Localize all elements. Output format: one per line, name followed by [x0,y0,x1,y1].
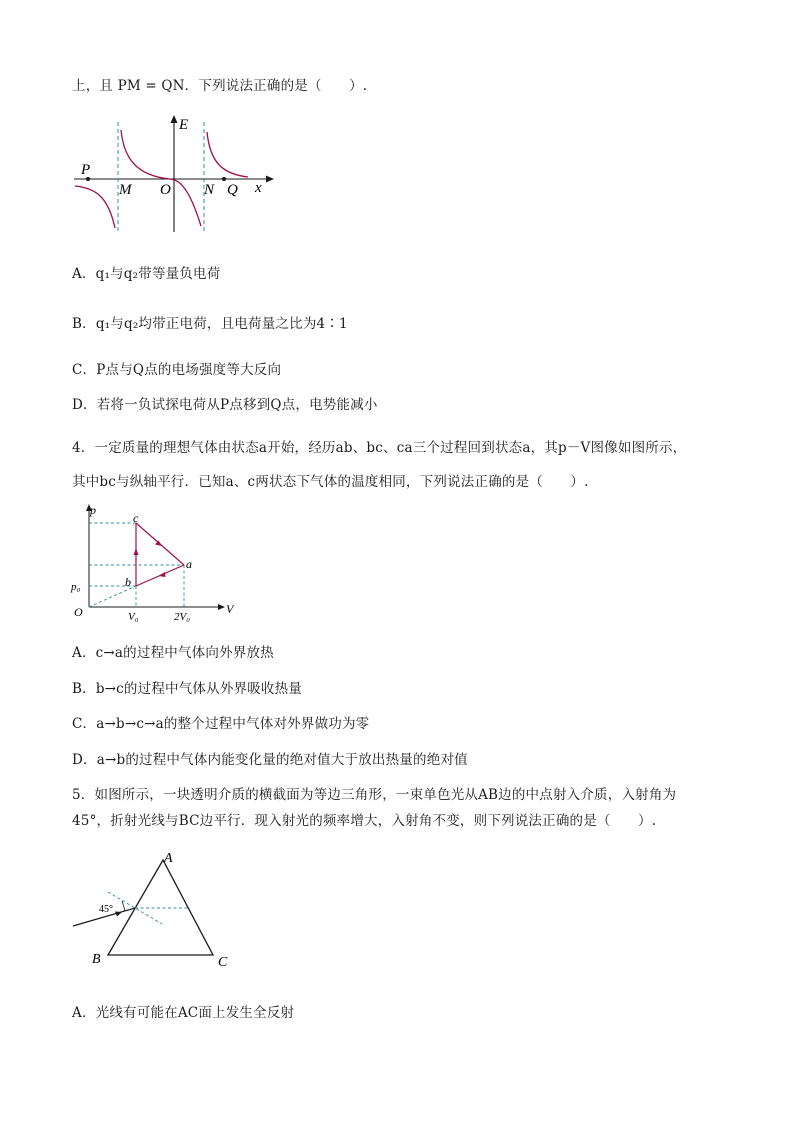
q3-field-graph [70,112,280,237]
q3-stem-tail: 上，且 PM = QN．下列说法正确的是（ ）. [72,78,368,94]
label-b: B [92,952,101,967]
q5-option-a: A．光线有可能在AC面上发生全反射 [72,1005,295,1021]
q3-option-c: C．P点与Q点的电场强度等大反向 [72,362,282,378]
guide-origin-to-b [89,586,136,607]
label-n: N [204,182,215,198]
label-m: M [119,182,132,198]
label-e: E [179,117,189,133]
label-v0: V₀ [128,611,139,623]
e-axis-arrow [171,115,178,123]
q5-stem-line1: 5．如图所示，一块透明介质的横截面为等边三角形，一束单色光从AB边的中点射入介质，入射角为 [72,787,677,803]
q4-option-d: D．a→b的过程中气体内能变化量的绝对值大于放出热量的绝对值 [72,752,468,768]
q4-pv-graph [70,500,240,630]
label-o: O [160,182,171,198]
arrow-bc [134,548,139,555]
q4-stem-line2: 其中bc与纵轴平行．已知a、c两状态下气体的温度相同，下列说法正确的是（ ）. [72,474,589,490]
label-c: C [218,955,228,970]
q4-stem-line1: 4．一定质量的理想气体由状态a开始，经历ab、bc、ca三个过程回到状态a，其p－V图像如图所示， [72,440,687,456]
point-q [222,177,226,181]
x-axis-arrow [266,176,274,183]
curve-left [75,186,115,228]
curve-right [207,132,248,177]
angle-arc [122,901,125,911]
incident-ray-arrow [115,912,122,917]
label-x: x [255,180,262,196]
label-angle: 45° [99,904,113,915]
q4-option-c: C．a→b→c→a的整个过程中气体对外界做功为零 [72,716,370,732]
q5-prism-diagram [70,845,250,975]
q3-option-d: D．若将一负试探电荷从P点移到Q点，电势能减小 [72,397,378,413]
label-2v0: 2V₀ [174,611,191,623]
q4-option-b: B．b→c的过程中气体从外界吸收热量 [72,681,303,697]
q4-option-a: A．c→a的过程中气体向外界放热 [72,645,274,661]
label-c: c [133,511,139,525]
label-p0: p₀ [71,581,81,593]
label-a: A [164,851,173,866]
curve-middle [121,130,201,226]
q3-option-a: A．q₁与q₂带等量负电荷 [72,266,221,282]
label-q: Q [227,182,238,198]
q5-stem-line2: 45°，折射光线与BC边平行．现入射光的频率增大，入射角不变，则下列说法正确的是（ ）. [72,813,657,829]
label-p: p [90,503,96,517]
label-b: b [125,575,131,589]
label-p: P [81,162,91,178]
label-a: a [186,557,192,571]
label-o: O [74,605,83,619]
label-v: V [226,602,234,616]
q3-option-b: B．q₁与q₂均带正电荷，且电荷量之比为4∶1 [72,316,348,332]
v-axis-arrow [218,604,225,610]
